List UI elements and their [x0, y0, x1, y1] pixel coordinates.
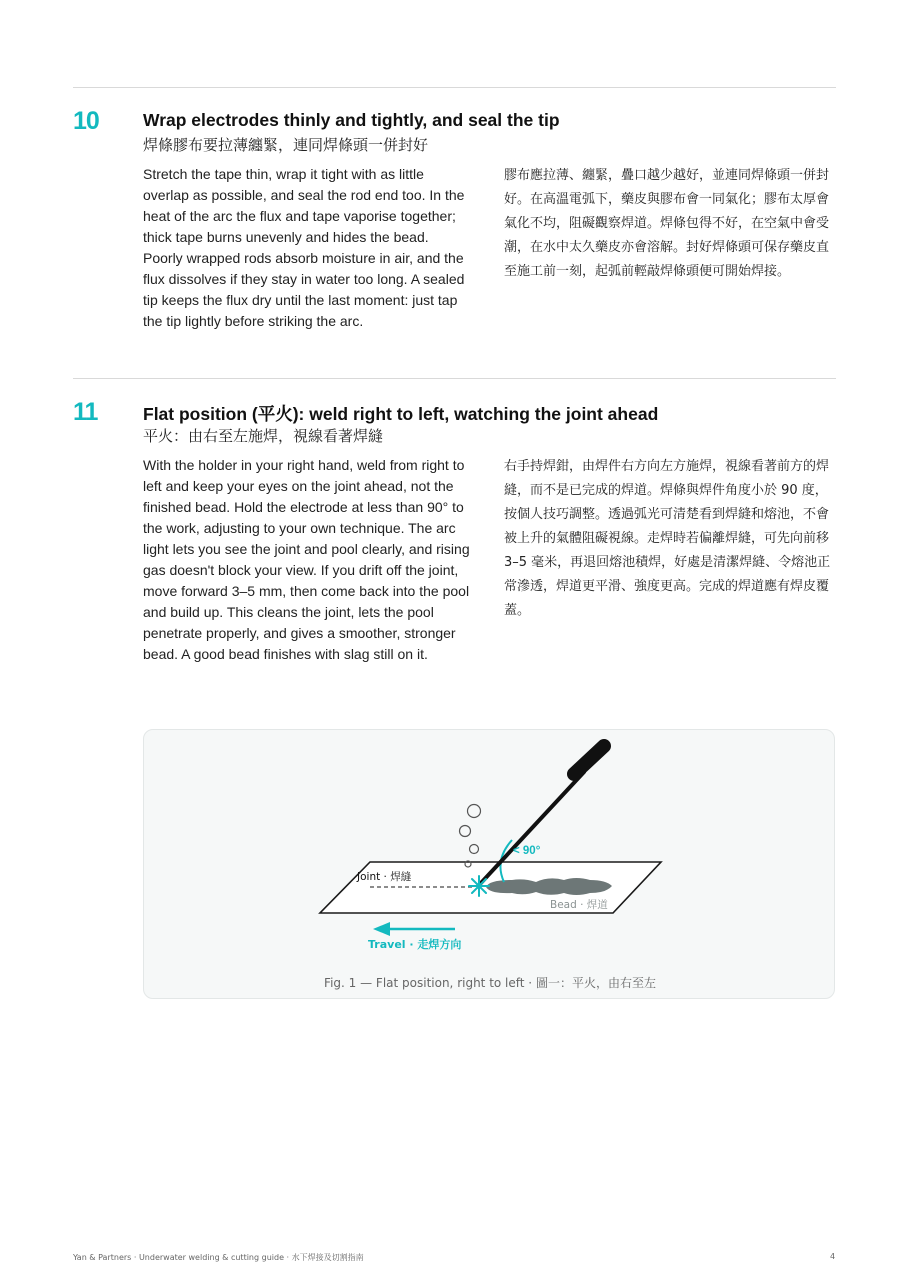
section-title: Flat position (平火): weld right to left, watching the joint ahead: [143, 404, 659, 424]
weld-bead: [486, 878, 612, 895]
footer-text: Yan & Partners · Underwater welding & cutting guide · 水下焊接及切割指南: [73, 1253, 364, 1262]
travel-arrow-head: [373, 922, 390, 936]
electrode-holder: [574, 746, 604, 774]
joint-label: Joint · 焊縫: [357, 871, 412, 883]
angle-label: < 90°: [513, 845, 541, 857]
section-divider: [73, 378, 836, 379]
bead-label: Bead · 焊道: [550, 899, 608, 911]
section-body-english: With the holder in your right hand, weld from right to left and keep your eyes on the joint ahead, not the finished bead. Hold the electrode at less than 90° to the work, adjusting to your own technique. The arc light lets you see the joint and pool clearly, and rising gas doesn't block your view. If you drift off the joint, move forward 3–5 mm, then come back into the pool and build up. This cleans the joint, lets the pool penetrate properly, and gives a smoother, stronger bead. A good bead finishes with slag still on it.: [143, 457, 470, 662]
section-subtitle: 平火：由右至左施焊，視線看著焊縫: [143, 427, 384, 445]
flat-position-diagram: [144, 730, 836, 1000]
section-subtitle: 焊條膠布要拉薄纏緊，連同焊條頭一併封好: [143, 136, 429, 154]
section-number: 11: [73, 398, 98, 426]
section-divider-top: [73, 87, 836, 88]
figure-caption: Fig. 1 — Flat position, right to left · 圖一：平火，由右至左: [324, 976, 656, 990]
section-title: Wrap electrodes thinly and tightly, and seal the tip: [143, 110, 560, 130]
travel-label: Travel · 走焊方向: [368, 938, 462, 951]
section-body-english: Stretch the tape thin, wrap it tight with as little overlap as possible, and seal the rod end too. In the heat of the arc the flux and tape vaporise together; thick tape burns unevenly and hides the bead. Poorly wrapped rods absorb moisture in air, and the flux dissolves if they stay in water too long. A sealed tip keeps the flux dry until the last moment: just tap the tip lightly before striking the arc.: [143, 166, 465, 329]
arc-spark-icon: [469, 876, 489, 896]
section-body-chinese: 右手持焊鉗，由焊件右方向左方施焊，視線看著前方的焊縫，而不是已完成的焊道。焊條與焊件角度小於 90 度，按個人技巧調整。透過弧光可清楚看到焊縫和熔池，不會被上升的氣體阻礙視線。走焊時若偏離焊縫，可先向前移 3–5 毫米，再退回熔池積焊，好處是清潔焊縫、令熔池正常滲透，焊道更平滑、強度更高。完成的焊道應有焊皮覆蓋。: [504, 459, 831, 618]
section-body-chinese: 膠布應拉薄、纏緊，疊口越少越好，並連同焊條頭一併封好。在高溫電弧下，藥皮與膠布會一同氣化；膠布太厚會氣化不均，阻礙觀察焊道。焊條包得不好，在空氣中會受潮，在水中太久藥皮亦會溶解。封好焊條頭可保存藥皮直至施工前一刻，起弧前輕敲焊條頭便可開始焊接。: [504, 168, 830, 279]
page-number: 4: [830, 1252, 836, 1261]
diagram-figure: [143, 729, 835, 999]
gas-bubbles: [460, 805, 481, 868]
section-number: 10: [73, 107, 99, 135]
